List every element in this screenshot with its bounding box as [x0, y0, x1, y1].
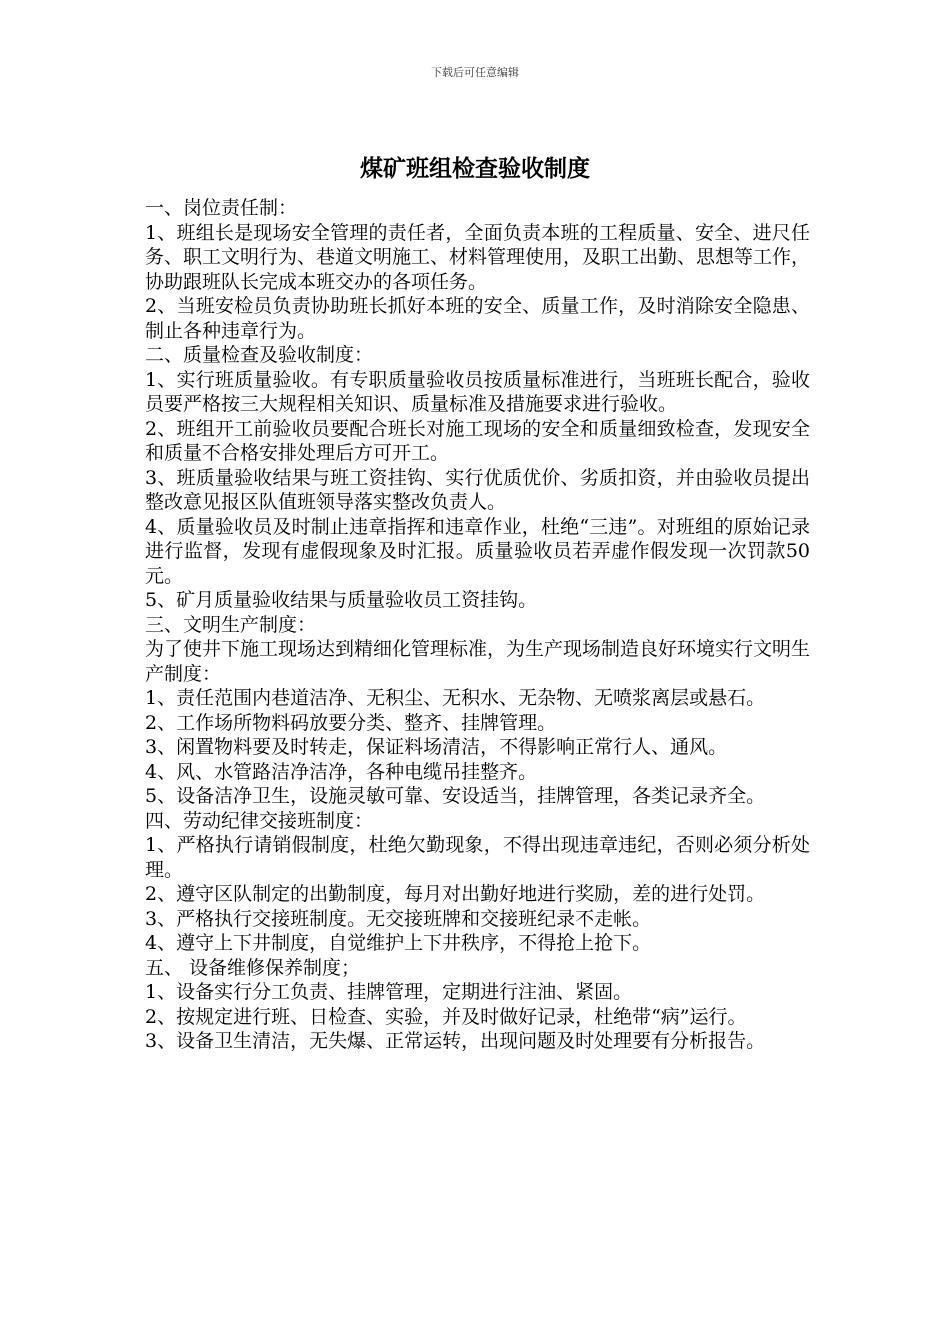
paragraph: 1、设备实行分工负责、挂牌管理，定期进行注油、紧固。 — [145, 981, 633, 1003]
section-heading: 二、质量检查及验收制度： — [145, 344, 374, 366]
paragraph: 2、按规定进行班、日检查、实验，并及时做好记录，杜绝带“病”运行。 — [145, 1005, 747, 1028]
paragraph: 3、闲置物料要及时转走，保证料场清洁，不得影响正常行人、通风。 — [145, 736, 728, 758]
paragraph: 4、质量验收员及时制止违章指挥和违章作业，杜绝“三违”。对班组的原始记录进行监督，发现有虚假现象及时汇报。质量验收员若弄虚作假发现一次罚款50元。 — [145, 515, 810, 587]
paragraph: 为了使井下施工现场达到精细化管理标准，为生产现场制造良好环境实行文明生产制度： — [145, 638, 811, 685]
paragraph: 2、当班安检员负责协助班长抓好本班的安全、质量工作，及时消除安全隐患、制止各种违章行为。 — [145, 295, 810, 342]
paragraph: 1、严格执行请销假制度，杜绝欠勤现象，不得出现违章违纪，否则必须分析处理。 — [145, 834, 810, 881]
paragraph: 4、遵守上下井制度，自觉维护上下井秩序，不得抢上抢下。 — [145, 932, 652, 954]
paragraph: 1、实行班质量验收。有专职质量验收员按质量标准进行，当班班长配合，验收员要严格按三大规程相关知识、质量标准及措施要求进行验收。 — [145, 368, 810, 415]
paragraph: 1、班组长是现场安全管理的责任者，全面负责本班的工程质量、安全、进尺任务、职工文明行为、巷道文明施工、材料管理使用，及职工出勤、思想等工作，协助跟班队长完成本班交办的各项任务。 — [145, 221, 811, 293]
paragraph: 5、矿月质量验收结果与质量验收员工资挂钩。 — [145, 589, 538, 611]
paragraph: 2、遵守区队制定的出勤制度，每月对出勤好地进行奖励，差的进行处罚。 — [145, 883, 766, 905]
document-body — [145, 196, 810, 1054]
document-title: 煤矿班组检查验收制度 — [360, 156, 590, 182]
section-heading: 四、劳动纪律交接班制度： — [145, 809, 374, 832]
section-heading: 一、岗位责任制： — [145, 197, 298, 219]
section-heading: 五、 设备维修保养制度； — [145, 956, 361, 979]
header-note: 下载后可任意编辑 — [431, 66, 519, 79]
paragraph: 2、班组开工前验收员要配合班长对施工现场的安全和质量细致检查，发现安全和质量不合格安排处理后方可开工。 — [145, 417, 810, 464]
paragraph: 4、风、水管路洁净洁净，各种电缆吊挂整齐。 — [145, 760, 538, 783]
paragraph: 3、班质量验收结果与班工资挂钩、实行优质优价、劣质扣资，并由验收员提出整改意见报区队值班领导落实整改负责人。 — [145, 466, 810, 513]
section-heading: 三、文明生产制度： — [145, 613, 317, 636]
paragraph: 5、设备洁净卫生，设施灵敏可靠、安设适当，挂牌管理，各类记录齐全。 — [145, 785, 766, 807]
paragraph: 2、工作场所物料码放要分类、整齐、挂牌管理。 — [145, 711, 557, 734]
paragraph: 1、责任范围内巷道洁净、无积尘、无积水、无杂物、无喷浆离层或悬石。 — [145, 687, 766, 709]
paragraph: 3、设备卫生清洁，无失爆、正常运转，出现问题及时处理要有分析报告。 — [145, 1030, 766, 1052]
paragraph: 3、严格执行交接班制度。无交接班牌和交接班纪录不走帐。 — [145, 907, 652, 930]
